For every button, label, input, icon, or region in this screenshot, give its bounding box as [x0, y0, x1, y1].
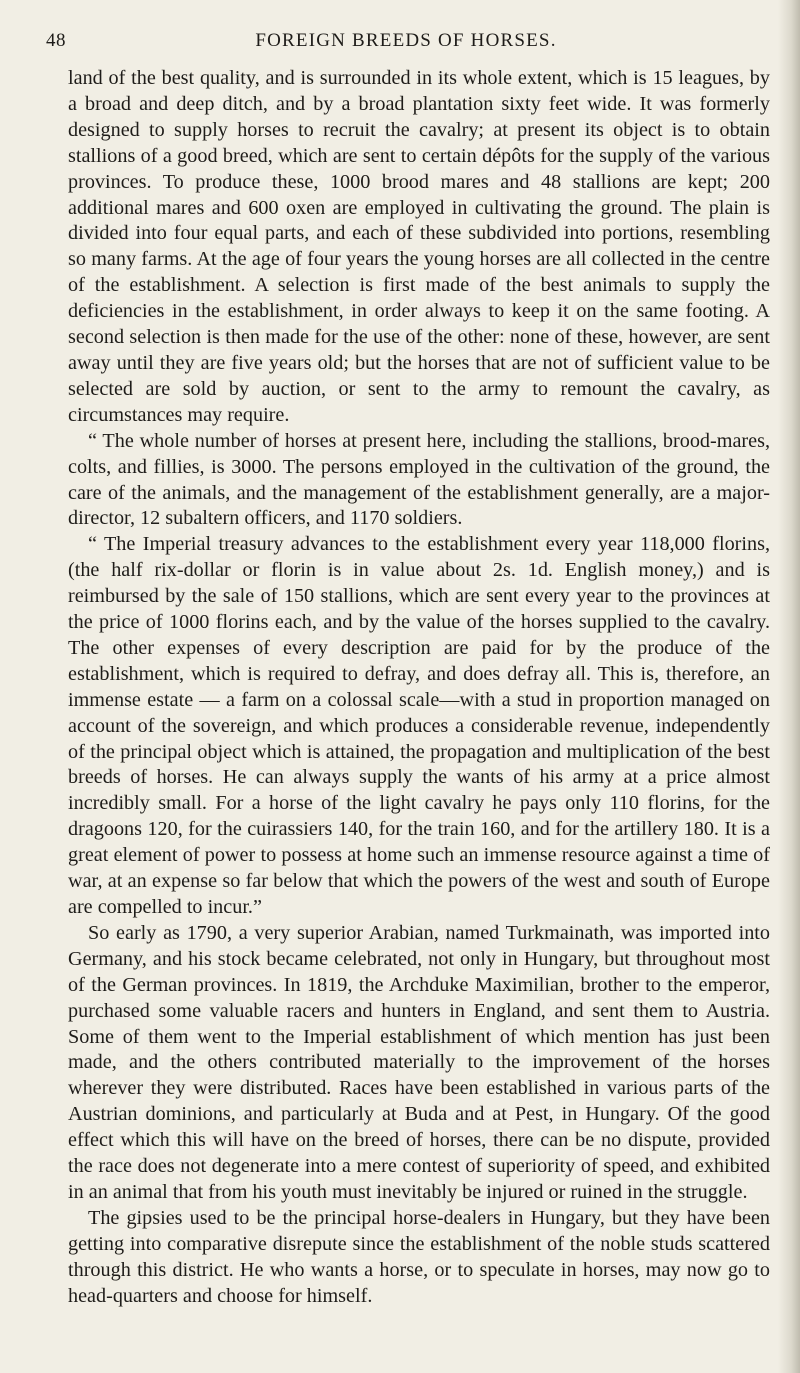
paragraph-2: “ The whole number of horses at present here, including the stallions, brood-mares, colts, and fillies, is 3000. The persons employed in the cultivation of the ground, the care of the animals, and the management of the establishment generally, are a major-director, 12 subaltern officers, and 1170 soldiers. — [68, 429, 770, 530]
paragraph-3: “ The Imperial treasury advances to the establishment every year 118,000 florins, (the half rix-dollar or florin is in value about 2s. 1d. English money,) and is reimbursed by the sale of 150 stallions, which are sent every year to the provinces at the price of 1000 florins each, and by the value of the horses supplied to the cavalry. The other expenses of every description are paid for by the produce of the establishment, which is required to defray, and does defray all. This is, therefore, an immense estate — a farm on a colossal scale—with a stud in proportion managed on account of the sovereign, and which produces a considerable revenue, independently of the principal object which is attained, the propagation and multiplication of the best breeds of horses. He can always supply the wants of his army at a price almost incredibly small. For a horse of the light cavalry he pays only 110 florins, for the dragoons 120, for the cuirassiers 140, for the train 160, and for the artillery 180. It is a great element of power to possess at home such an immense resource against a time of war, at an expense so far below that which the powers of the west and south of Europe are compelled to incur.” — [68, 533, 770, 918]
page-edge-shadow — [778, 0, 800, 1373]
paragraph-1: land of the best quality, and is surrounded in its whole extent, which is 15 leagues, by a broad and deep ditch, and by a broad plantation sixty feet wide. It was formerly designed to supply horses to recruit the cavalry; at present its object is to obtain stallions of a good breed, which are sent to certain dépôts for the supply of the various provinces. To produce these, 1000 brood mares and 48 stallions are kept; 200 additional mares and 600 oxen are employed in cultivating the ground. The plain is divided into four equal parts, and each of these subdivided into portions, resembling so many farms. At the age of four years the young horses are all collected in the centre of the establishment. A selection is first made of the best animals to supply the deficiencies in the establishment, in order always to keep it on the same footing. A second selection is then made for the use of the other: none of these, however, are sent away until they are five years old; but the horses that are not of sufficient value to be selected are sold by auction, or sent to the army to remount the cavalry, as circumstances may require. — [68, 67, 770, 426]
running-title: FOREIGN BREEDS OF HORSES. — [255, 30, 557, 51]
page-number: 48 — [46, 30, 66, 51]
body-text — [68, 66, 770, 1310]
page-header — [46, 24, 766, 54]
paragraph-5: The gipsies used to be the principal horse-dealers in Hungary, but they have been getting into comparative disrepute since the establishment of the noble studs scattered through this district. He who wants a horse, or to speculate in horses, may now go to head-quarters and choose for himself. — [68, 1206, 770, 1307]
paragraph-4: So early as 1790, a very superior Arabian, named Turkmainath, was imported into Germany, and his stock became celebrated, not only in Hungary, but throughout most of the German provinces. In 1819, the Archduke Maximilian, brother to the emperor, purchased some valuable racers and hunters in England, and sent them to Austria. Some of them went to the Imperial establishment of which mention has just been made, and the others contributed materially to the improvement of the horses wherever they were distributed. Races have been established in various parts of the Austrian dominions, and particularly at Buda and at Pest, in Hungary. Of the good effect which this will have on the breed of horses, there can be no dispute, provided the race does not degenerate into a mere contest of superiority of speed, and exhibited in an animal that from his youth must inevitably be injured or ruined in the struggle. — [68, 921, 770, 1203]
